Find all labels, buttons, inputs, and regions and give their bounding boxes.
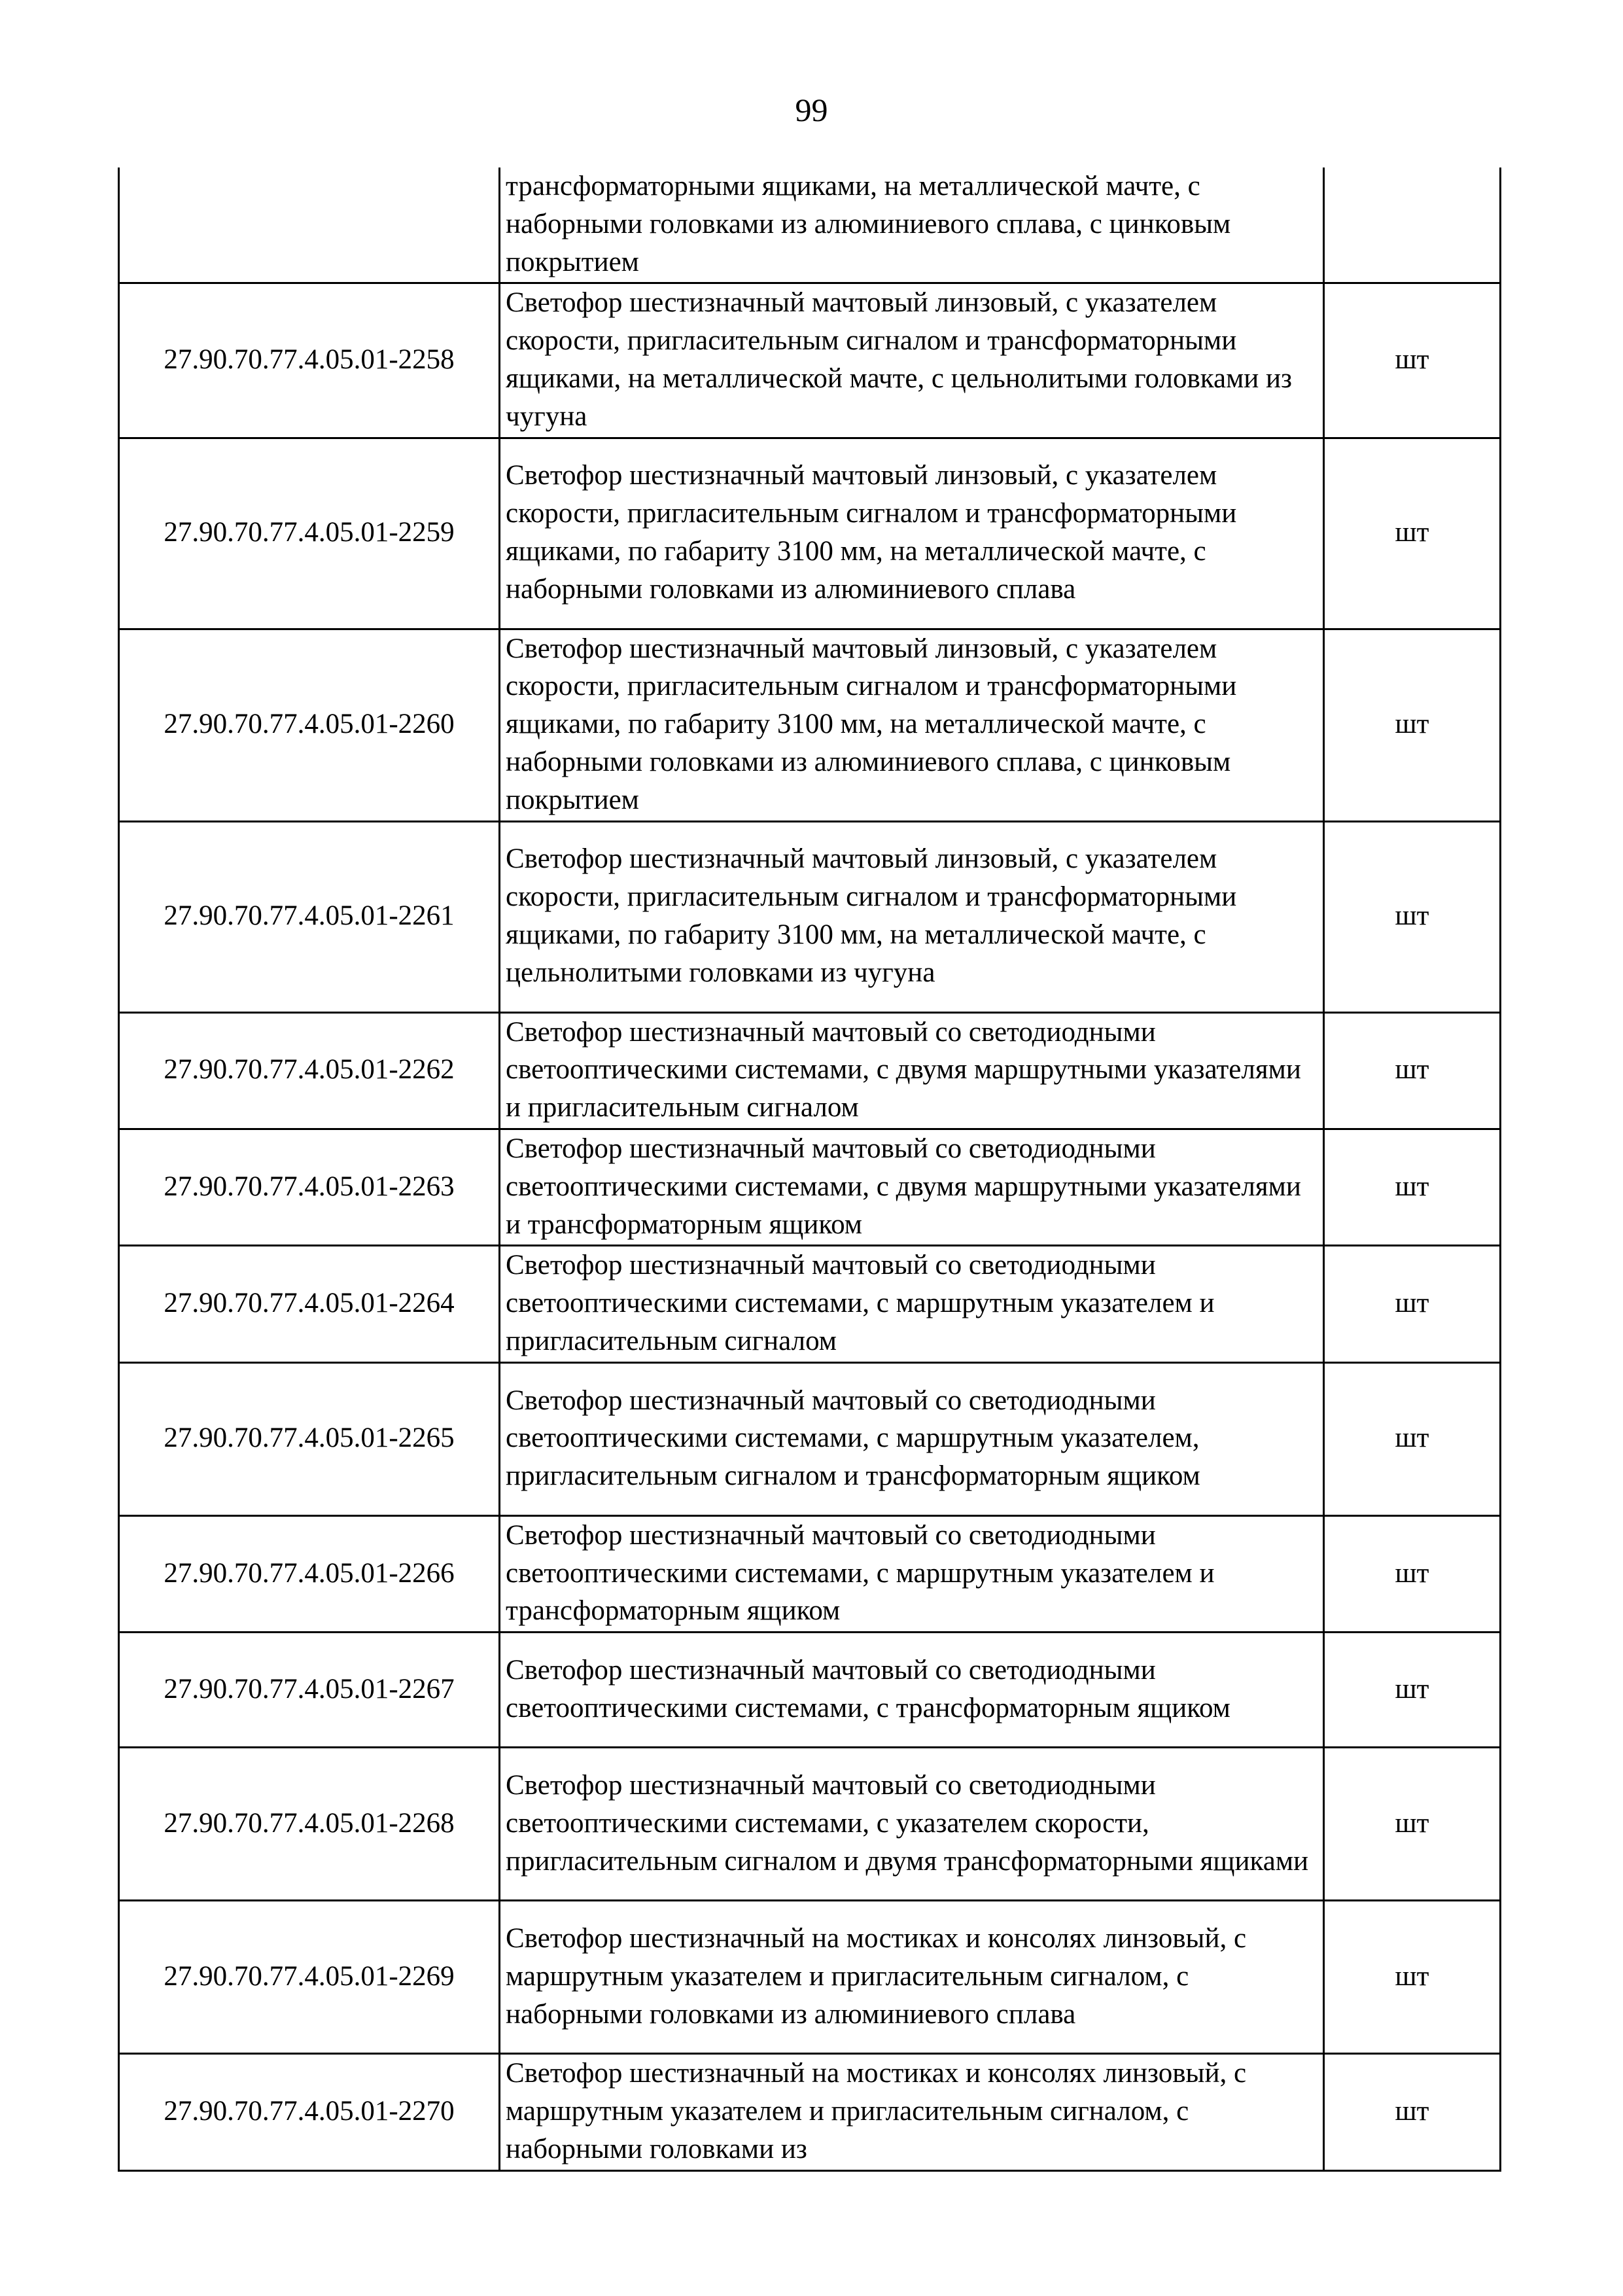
description-cell: Светофор шестизначный мачтовый линзовый, с указателем скорости, пригласительным сигналом и трансформаторными ящиками, по габариту 3100 мм, на металлической мачте, с наборными головками из алюминиевого сплава, с цинковым покрытием (500, 629, 1324, 821)
resource-code-cell: 27.90.70.77.4.05.01-2261 (119, 821, 500, 1012)
description-cell: Светофор шестизначный мачтовый со светодиодными светооптическими системами, с маршрутным указателем и трансформаторным ящиком (500, 1515, 1324, 1632)
table-row (119, 821, 1501, 1012)
unit-cell (1324, 168, 1501, 283)
table-row (119, 1129, 1501, 1245)
table-row (119, 168, 1501, 283)
unit-cell: шт (1324, 2054, 1501, 2170)
unit-cell: шт (1324, 629, 1501, 821)
unit-cell: шт (1324, 1012, 1501, 1129)
table-row (119, 2054, 1501, 2170)
description-cell: трансформаторными ящиками, на металлической мачте, с наборными головками из алюминиевого сплава, с цинковым покрытием (500, 168, 1324, 283)
resource-code-cell: 27.90.70.77.4.05.01-2264 (119, 1246, 500, 1362)
catalog-table (118, 168, 1501, 2172)
table-row (119, 438, 1501, 629)
resource-code-cell: 27.90.70.77.4.05.01-2263 (119, 1129, 500, 1245)
page-number: 99 (795, 92, 828, 128)
description-cell: Светофор шестизначный на мостиках и консолях линзовый, с маршрутным указателем и пригласительным сигналом, с наборными головками из (500, 2054, 1324, 2170)
unit-cell: шт (1324, 1246, 1501, 1362)
description-cell: Светофор шестизначный мачтовый со светодиодными светооптическими системами, с маршрутным указателем, пригласительным сигналом и трансформаторным ящиком (500, 1362, 1324, 1515)
table-row (119, 283, 1501, 438)
unit-cell: шт (1324, 1901, 1501, 2054)
resource-code-cell: 27.90.70.77.4.05.01-2269 (119, 1901, 500, 2054)
resource-code-cell: 27.90.70.77.4.05.01-2268 (119, 1748, 500, 1901)
resource-code-cell: 27.90.70.77.4.05.01-2259 (119, 438, 500, 629)
description-cell: Светофор шестизначный мачтовый со светодиодными светооптическими системами, с трансформаторным ящиком (500, 1633, 1324, 1748)
unit-cell: шт (1324, 821, 1501, 1012)
resource-code-cell: 27.90.70.77.4.05.01-2265 (119, 1362, 500, 1515)
description-cell: Светофор шестизначный мачтовый линзовый, с указателем скорости, пригласительным сигналом и трансформаторными ящиками, по габариту 3100 мм, на металлической мачте, с цельнолитыми головками из чугуна (500, 821, 1324, 1012)
description-cell: Светофор шестизначный мачтовый со светодиодными светооптическими системами, с маршрутным указателем и пригласительным сигналом (500, 1246, 1324, 1362)
table-row (119, 1748, 1501, 1901)
description-cell: Светофор шестизначный мачтовый линзовый, с указателем скорости, пригласительным сигналом и трансформаторными ящиками, на металлической мачте, с цельнолитыми головками из чугуна (500, 283, 1324, 438)
resource-code-cell (119, 168, 500, 283)
resource-code-cell: 27.90.70.77.4.05.01-2262 (119, 1012, 500, 1129)
resource-code-cell: 27.90.70.77.4.05.01-2260 (119, 629, 500, 821)
description-cell: Светофор шестизначный мачтовый линзовый, с указателем скорости, пригласительным сигналом и трансформаторными ящиками, по габариту 3100 мм, на металлической мачте, с наборными головками из алюминиевого сплава (500, 438, 1324, 629)
unit-cell: шт (1324, 1515, 1501, 1632)
table-row (119, 1012, 1501, 1129)
resource-code-cell: 27.90.70.77.4.05.01-2270 (119, 2054, 500, 2170)
description-cell: Светофор шестизначный на мостиках и консолях линзовый, с маршрутным указателем и пригласительным сигналом, с наборными головками из алюминиевого сплава (500, 1901, 1324, 2054)
unit-cell: шт (1324, 1362, 1501, 1515)
resource-code-cell: 27.90.70.77.4.05.01-2267 (119, 1633, 500, 1748)
table-row (119, 1633, 1501, 1748)
table-row (119, 1246, 1501, 1362)
table-row (119, 1362, 1501, 1515)
table-row (119, 1515, 1501, 1632)
resource-code-cell: 27.90.70.77.4.05.01-2266 (119, 1515, 500, 1632)
unit-cell: шт (1324, 1129, 1501, 1245)
table-row (119, 629, 1501, 821)
resource-code-cell: 27.90.70.77.4.05.01-2258 (119, 283, 500, 438)
description-cell: Светофор шестизначный мачтовый со светодиодными светооптическими системами, с двумя маршрутными указателями и трансформаторным ящиком (500, 1129, 1324, 1245)
description-cell: Светофор шестизначный мачтовый со светодиодными светооптическими системами, с двумя маршрутными указателями и пригласительным сигналом (500, 1012, 1324, 1129)
table-row (119, 1901, 1501, 2054)
catalog-table-body (119, 168, 1501, 2170)
unit-cell: шт (1324, 1748, 1501, 1901)
unit-cell: шт (1324, 283, 1501, 438)
unit-cell: шт (1324, 438, 1501, 629)
unit-cell: шт (1324, 1633, 1501, 1748)
description-cell: Светофор шестизначный мачтовый со светодиодными светооптическими системами, с указателем скорости, пригласительным сигналом и двумя трансформаторными ящиками (500, 1748, 1324, 1901)
